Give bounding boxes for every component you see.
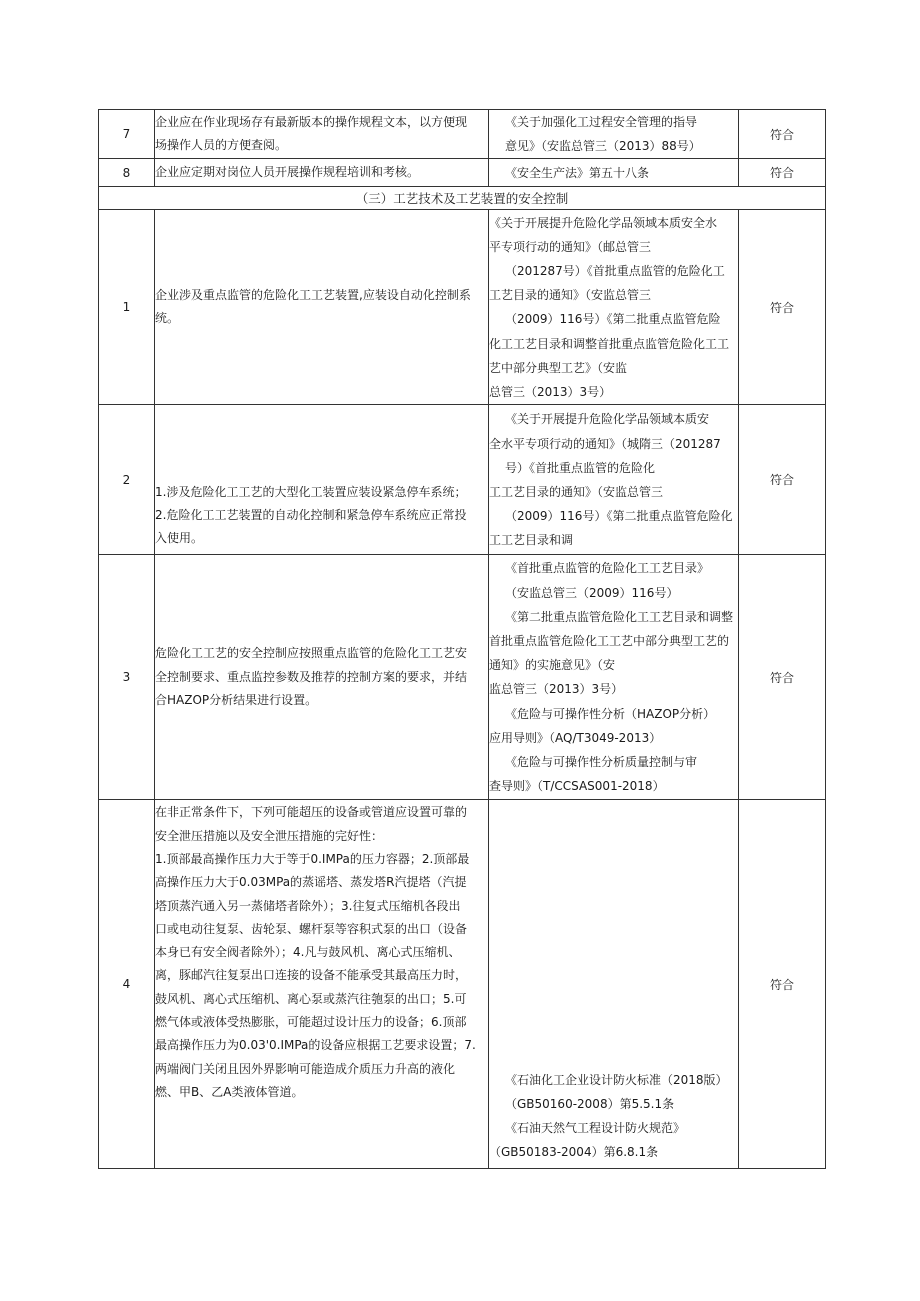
basis-line: 通知》的实施意见》（安	[489, 658, 616, 673]
result-cell: 符合	[739, 405, 826, 555]
basis-line: 《危险与可操作性分析（HAZOP分析）	[505, 706, 716, 721]
requirement-line: 燃、甲B、乙A类液体管道。	[155, 1084, 304, 1099]
basis-line: 工工艺目录和调	[489, 533, 574, 548]
basis-line: 平专项行动的通知》（邮总管三	[489, 239, 652, 254]
table-row	[99, 110, 826, 159]
result-cell: 符合	[739, 159, 826, 187]
result-cell: 符合	[739, 110, 826, 159]
basis-line: 总管三（2013）3号）	[489, 385, 612, 400]
requirement-line: 1.顶部最高操作压力大于等于0.IMPa的压力容器；2.顶部最	[155, 852, 470, 866]
requirement-line: 入使用。	[155, 531, 204, 546]
table-row	[99, 210, 826, 405]
basis-line: 《首批重点监管的危险化工工艺目录》	[505, 561, 710, 576]
basis-line: 《第二批重点监管危险化工工艺目录和调整	[505, 609, 734, 624]
requirement-line: 企业应在作业现场存有最新版本的操作规程文本，以方便现	[155, 114, 468, 129]
requirement-line: 2.危险化工工艺装置的自动化控制和紧急停车系统应正常投	[155, 507, 467, 522]
basis-line: 艺中部分典型工艺》（安监	[489, 360, 628, 375]
item-number: 1	[99, 210, 155, 405]
requirement-cell	[155, 159, 489, 187]
basis-line: （GB50160-2008）第5.5.1条	[505, 1096, 675, 1111]
basis-cell	[489, 210, 739, 405]
item-number: 7	[99, 110, 155, 159]
basis-line: （GB50183-2004）第6.8.1条	[489, 1145, 659, 1160]
item-number: 8	[99, 159, 155, 187]
requirement-line: 两端阀门关闭且因外界影响可能造成介质压力升高的液化	[155, 1061, 456, 1076]
requirement-line: 安全泄压措施以及安全泄压措施的完好性：	[155, 828, 384, 843]
requirement-line: 危险化工工艺的安全控制应按照重点监管的危险化工工艺安	[155, 646, 468, 661]
requirement-line: 塔顶蒸汽通入另一蒸储塔者除外）；3.往复式压缩机各段出	[155, 898, 461, 913]
section-heading-row	[99, 187, 826, 210]
basis-line: 《危险与可操作性分析质量控制与审	[505, 755, 698, 770]
basis-line: 《关于开展提升危险化学品领域本质安全水	[489, 215, 718, 230]
basis-line: 全水平专项行动的通知》（城隋三（201287	[489, 436, 721, 451]
requirement-line: 口或电动往复泵、齿轮泵、螺杆泵等容积式泵的出口（设备	[155, 921, 468, 936]
table-row	[99, 159, 826, 187]
result-cell: 符合	[739, 555, 826, 800]
requirement-cell	[155, 800, 489, 1169]
basis-line: 首批重点监管危险化工工艺中部分典型工艺的	[489, 634, 730, 648]
basis-cell	[489, 159, 739, 187]
basis-line: 意见》（安监总管三（2013）88号）	[505, 139, 701, 154]
basis-line: （安监总管三（2009）116号）	[505, 585, 679, 600]
requirement-line: 合HAZOP分析结果进行设置。	[155, 693, 318, 708]
basis-line: （2009）116号）《第二批重点监管危险	[505, 312, 721, 327]
requirement-line: 本身已有安全阀者除外）；4.凡与鼓风机、离心式压缩机、	[155, 945, 461, 960]
requirement-line: 燃气体或液体受热膨胀，可能超过设计压力的设备；6.顶部	[155, 1015, 467, 1030]
requirement-line: 最高操作压力为0.03'0.IMPa的设备应根据工艺要求设置；7.	[155, 1038, 476, 1053]
requirement-line: 企业应定期对岗位人员开展操作规程培训和考核。	[155, 165, 420, 180]
requirement-line: 1.涉及危险化工工艺的大型化工装置应装设紧急停车系统；	[155, 484, 467, 499]
basis-cell	[489, 555, 739, 800]
requirement-line: 统。	[155, 311, 180, 326]
table-row	[99, 405, 826, 555]
safety-checklist-table	[98, 109, 826, 1169]
section-title: （三）工艺技术及工艺装置的安全控制	[99, 187, 826, 210]
basis-line: 工艺目录的通知》（安监总管三	[489, 288, 652, 303]
requirement-line: 企业涉及重点监管的危险化工工艺装置,应装设自动化控制系	[155, 288, 471, 303]
basis-cell	[489, 110, 739, 159]
item-number: 4	[99, 800, 155, 1169]
requirement-line: 在非正常条件下，下列可能超压的设备或管道应设置可靠的	[155, 805, 468, 820]
basis-line: 《关于加强化工过程安全管理的指导	[505, 115, 698, 129]
basis-cell	[489, 405, 739, 555]
basis-line: 查导则》（T/CCSAS001-2018）	[489, 779, 665, 794]
requirement-cell	[155, 110, 489, 159]
requirement-line: 场操作人员的方便查阅。	[155, 138, 288, 153]
basis-line: 《安全生产法》第五十八条	[505, 165, 650, 180]
basis-line: 《关于开展提升危险化学品领域本质安	[505, 412, 710, 427]
requirement-line: 离，豚邮汽往复泵出口连接的设备不能承受其最高压力时，	[155, 968, 468, 983]
basis-line: 应用导则》（AQ/T3049-2013）	[489, 730, 662, 745]
requirement-cell	[155, 210, 489, 405]
basis-line: 工工艺目录的通知》（安监总管三	[489, 484, 664, 499]
basis-line: 监总管三（2013）3号）	[489, 682, 624, 697]
basis-cell	[489, 800, 739, 1169]
basis-line: （201287号）《首批重点监管的危险化工	[505, 264, 725, 278]
basis-line: 化工工艺目录和调整首批重点监管危险化工工	[489, 336, 730, 351]
basis-line: （2009）116号）《第二批重点监管危险化	[505, 509, 733, 524]
result-cell: 符合	[739, 210, 826, 405]
basis-line: 《石油天然气工程设计防火规范》	[505, 1121, 686, 1135]
basis-line: 《石油化工企业设计防火标准（2018版）	[505, 1072, 728, 1087]
requirement-line: 全控制要求、重点监控参数及推荐的控制方案的要求，并结	[155, 669, 468, 684]
item-number: 3	[99, 555, 155, 800]
table-row	[99, 800, 826, 1169]
requirement-cell	[155, 555, 489, 800]
item-number: 2	[99, 405, 155, 555]
basis-line: 号）《首批重点监管的危险化	[505, 460, 656, 475]
requirement-line: 鼓风机、离心式压缩机、离心泵或蒸汽往匏泵的出口；5.可	[155, 991, 467, 1006]
requirement-line: 高操作压力大于0.03MPa的蒸谣塔、蒸发塔R汽提塔（汽提	[155, 875, 467, 890]
table-row	[99, 555, 826, 800]
requirement-cell	[155, 405, 489, 555]
result-cell: 符合	[739, 800, 826, 1169]
